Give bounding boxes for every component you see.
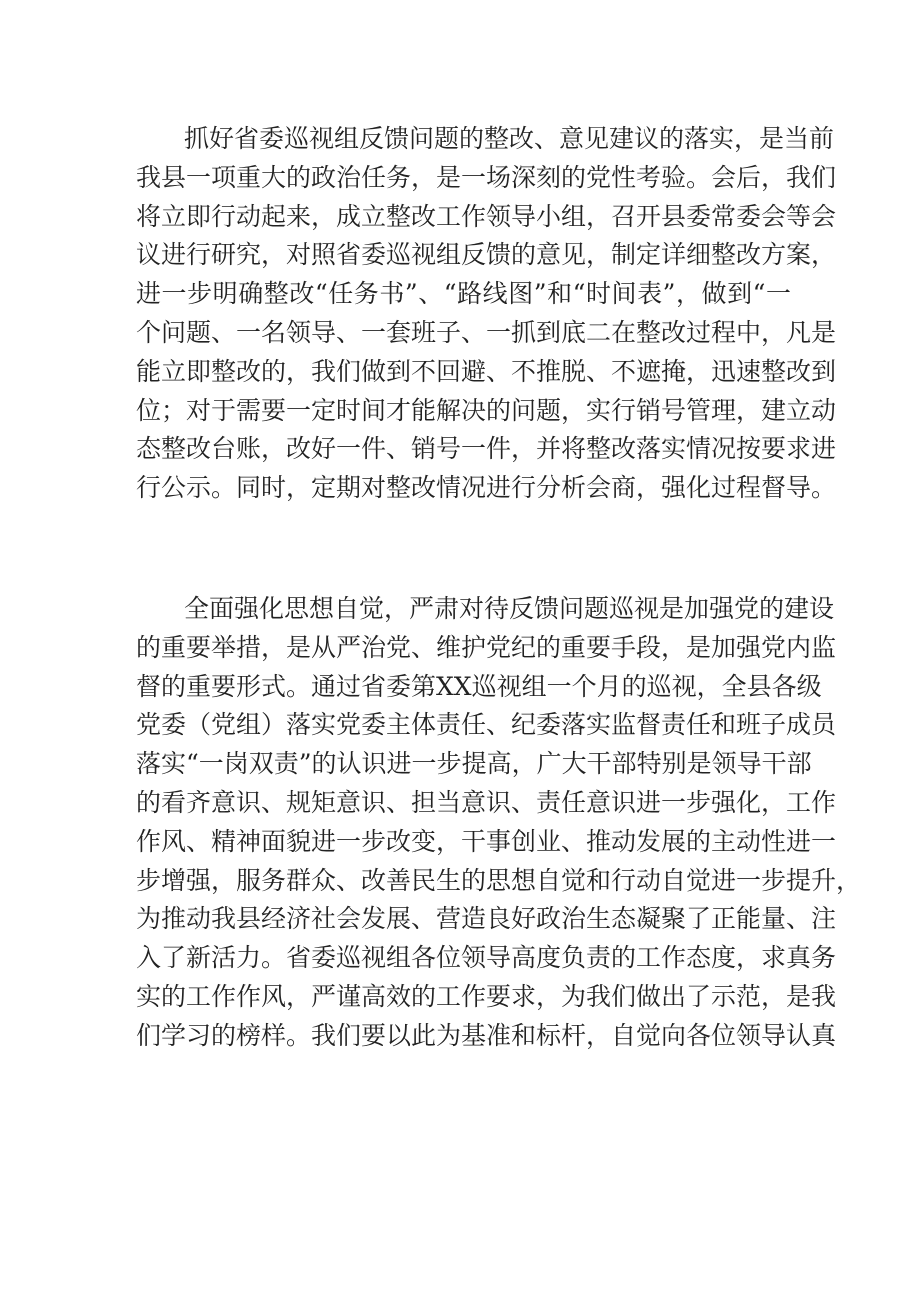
paragraph-line: 为推动我县经济社会发展、营造良好政治生态凝聚了正能量、注	[136, 904, 837, 934]
paragraph-line: 的看齐意识、规矩意识、担当意识、责任意识进一步强化，工作	[136, 787, 837, 817]
paragraph-line: 全面强化思想自觉，严肃对待反馈问题巡视是加强党的建设	[184, 594, 835, 623]
paragraph-line: 的重要举措，是从严治党、维护党纪的重要手段，是加强党内监	[136, 632, 837, 662]
paragraph-line: 位；对于需要一定时间才能解决的问题，实行销号管理，建立动	[136, 395, 837, 425]
paragraph-line: 个问题、一名领导、一套班子、一抓到底二在整改过程中，凡是	[136, 317, 837, 347]
paragraph-line: 我县一项重大的政治任务，是一场深刻的党性考验。会后，我们	[136, 162, 837, 192]
paragraph-line: 作风、精神面貌进一步改变，干事创业、推动发展的主动性进一	[136, 826, 837, 856]
paragraph-line: 态整改台账，改好一件、销号一件，并将整改落实情况按要求进	[136, 434, 837, 464]
paragraph-line: 入了新活力。省委巡视组各位领导高度负责的工作态度，求真务	[136, 943, 837, 973]
paragraph-1	[136, 120, 837, 508]
paragraph-line: 党委（党组）落实党委主体责任、纪委落实监督责任和班子成员	[136, 710, 837, 740]
paragraph-line: 行公示。同时，定期对整改情况进行分析会商，强化过程督导。	[136, 473, 837, 503]
paragraph-line: 督的重要形式。通过省委第XX巡视组一个月的巡视，全县各级	[136, 671, 822, 701]
paragraph-line: 落实“一岗双责”的认识进一步提高，广大干部特别是领导干部	[136, 749, 812, 779]
paragraph-line: 们学习的榜样。我们要以此为基准和标杆，自觉向各位领导认真	[136, 1020, 837, 1050]
paragraph-line: 抓好省委巡视组反馈问题的整改、意见建议的落实，是当前	[184, 124, 835, 153]
paragraph-line: 实的工作作风，严谨高效的工作要求，为我们做出了示范，是我	[136, 981, 837, 1011]
paragraph-line: 议进行研究，对照省委巡视组反馈的意见，制定详细整改方案，	[136, 240, 837, 270]
paragraph-line: 步增强，服务群众、改善民生的思想自觉和行动自觉进一步提升，	[136, 865, 862, 895]
paragraph-line: 能立即整改的，我们做到不回避、不推脱、不遮掩，迅速整改到	[136, 356, 837, 386]
paragraph-line: 进一步明确整改“任务书”、“路线图”和“时间表”，做到“一	[136, 279, 791, 309]
paragraph-line: 将立即行动起来，成立整改工作领导小组，召开县委常委会等会	[136, 201, 837, 231]
paragraph-2	[136, 590, 862, 1056]
